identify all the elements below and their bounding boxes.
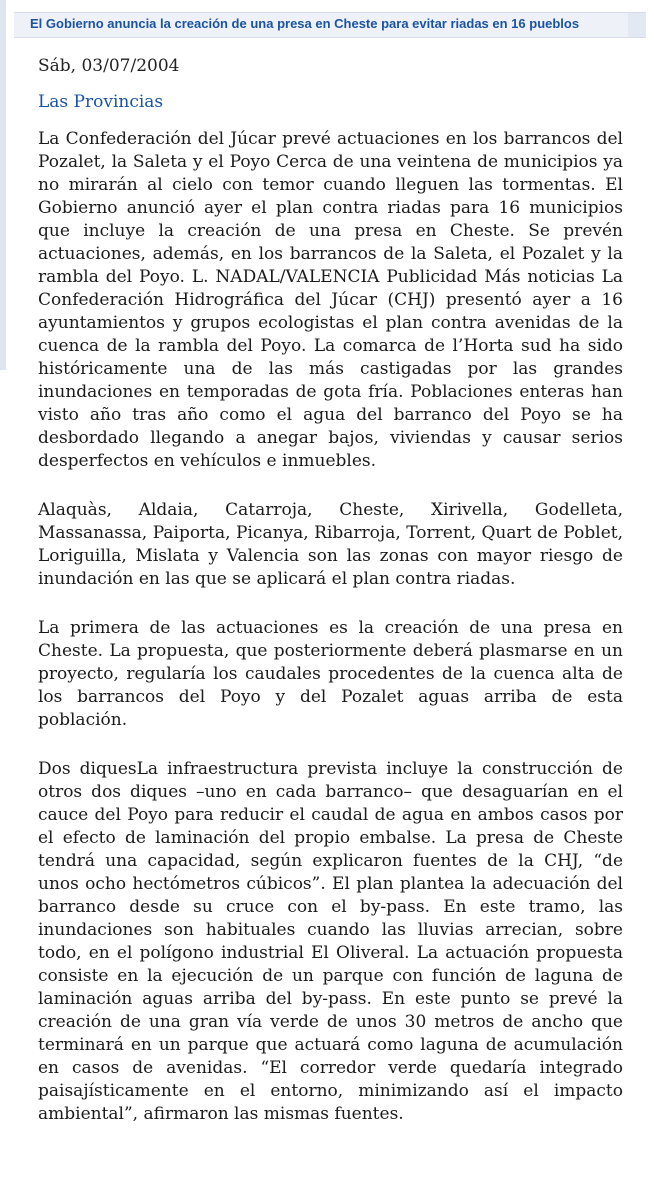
article-paragraph-4: Dos diquesLa infraestructura prevista incluye la construcción de otros dos diques –uno en cada barranco– que desaguarían en el cauce del Poyo para reducir el caudal de agua en ambos casos por el efecto de laminación del propio embalse. La presa de Cheste tendrá una capacidad, según explicaron fuentes de la CHJ, “de unos ocho hectómetros cúbicos”. El plan plantea la adecuación del barranco desde su cruce con el by-pass. En este tramo, las inundaciones son habituales cuando las lluvias arrecian, sobre todo, en el polígono industrial El Oliveral. La actuación propuesta consiste en la ejecución de un parque con función de laguna de laminación aguas arriba del by-pass. En este punto se prevé la creación de una gran vía verde de unos 30 metros de ancho que terminará en un parque que actuará como laguna de acumulación en casos de avenidas. “El corredor verde quedaría integrado paisajísticamente en el entorno, minimizando así el impacto ambiental”, afirmaron las mismas fuentes. [38,759,623,1124]
article-paragraph-3: La primera de las actuaciones es la creación de una presa en Cheste. La propuesta, que posteriormente deberá plasmarse en un proyecto, regularía los caudales procedentes de la cuenca alta de los barrancos del Poyo y del Pozalet aguas arriba de esta población. [38,618,623,730]
article-paragraph-1: La Confederación del Júcar prevé actuaciones en los barrancos del Pozalet, la Saleta y el Poyo Cerca de una veintena de municipios ya no mirarán al cielo con temor cuando lleguen las tormentas. El Gobierno anunció ayer el plan contra riadas para 16 municipios que incluye la creación de una presa en Cheste. Se prevén actuaciones, además, en los barrancos de la Saleta, el Pozalet y la rambla del Poyo. L. NADAL/VALENCIA Publicidad Más noticias La Confederación Hidrográfica del Júcar (CHJ) presentó ayer a 16 ayuntamientos y grupos ecologistas el plan contra avenidas de la cuenca de la rambla del Poyo. La comarca de l’Horta sud ha sido históricamente una de las más castigadas por las grandes inundaciones en temporadas de gota fría. Poblaciones enteras han visto año tras año como el agua del barranco del Poyo se ha desbordado llegando a anegar bajos, viviendas y causar serios desperfectos en vehículos e inmuebles. [38,129,623,471]
headline-link[interactable]: El Gobierno anuncia la creación de una presa en Cheste para evitar riadas en 16 pueblos [30,16,580,31]
article-paragraph-2: Alaquàs, Aldaia, Catarroja, Cheste, Xirivella, Godelleta, Massanassa, Paiporta, Picanya, Ribarroja, Torrent, Quart de Poblet, Loriguilla, Mislata y Valencia son las zonas con mayor riesgo de inundación en las que se aplicará el plan contra riadas. [38,500,623,589]
left-rule [0,0,6,370]
article-body [38,54,623,1152]
headline-bar-edge [628,13,646,37]
article-source[interactable]: Las Provincias [38,92,164,112]
article-date: Sáb, 03/07/2004 [38,56,180,76]
headline-bar [14,12,646,38]
